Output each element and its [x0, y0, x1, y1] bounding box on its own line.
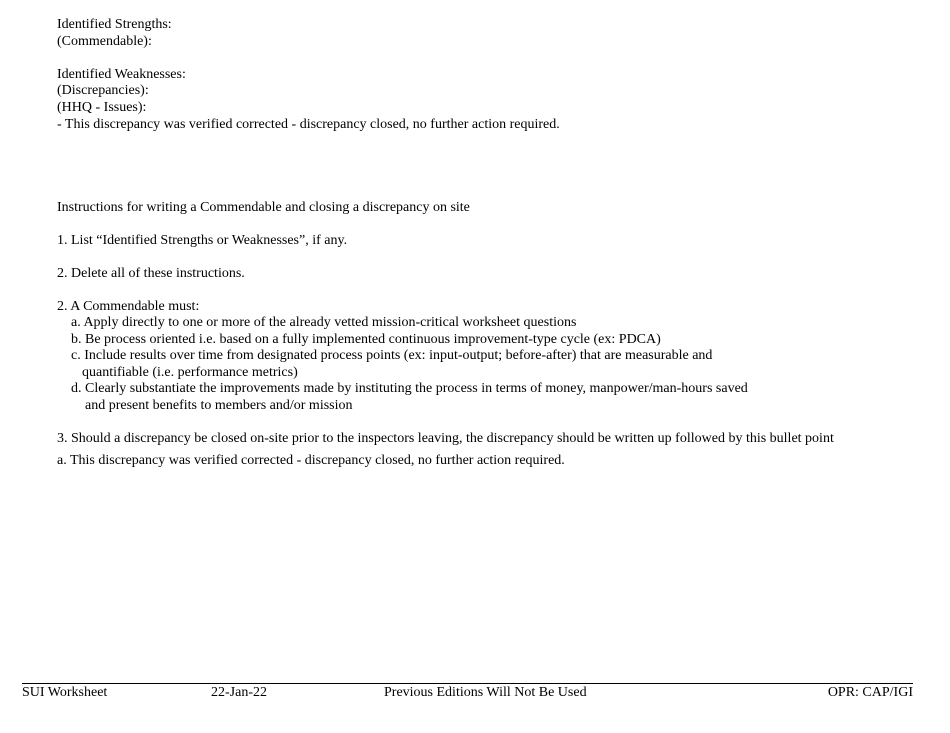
closed-discrepancy-bullet: - This discrepancy was verified corrected - discrepancy closed, no further action required. — [57, 117, 560, 132]
strengths-heading: Identified Strengths: — [57, 17, 172, 32]
instruction-step-2-delete: 2. Delete all of these instructions. — [57, 266, 245, 281]
instruction-sub-d-line1: d. Clearly substantiate the improvements made by instituting the process in terms of money, manpower/man-hours saved — [71, 381, 748, 396]
instruction-sub-c-line1: c. Include results over time from designated process points (ex: input-output; before-after) that are measurable and — [71, 348, 713, 363]
instruction-sub-c-line2: quantifiable (i.e. performance metrics) — [82, 365, 298, 380]
commendable-label: (Commendable): — [57, 34, 152, 49]
instruction-sub-b: b. Be process oriented i.e. based on a fully implemented continuous improvement-type cycle (ex: PDCA) — [71, 332, 661, 347]
instructions-title: Instructions for writing a Commendable and closing a discrepancy on site — [57, 200, 470, 215]
instruction-sub-a: a. Apply directly to one or more of the already vetted mission-critical worksheet questions — [71, 315, 577, 330]
instruction-step-2-commendable: 2. A Commendable must: — [57, 299, 200, 314]
discrepancies-label: (Discrepancies): — [57, 83, 149, 98]
instruction-step-3-a: a. This discrepancy was verified corrected - discrepancy closed, no further action required. — [57, 453, 565, 468]
footer-notice: Previous Editions Will Not Be Used — [384, 685, 587, 700]
instruction-step-1: 1. List “Identified Strengths or Weaknesses”, if any. — [57, 233, 348, 248]
hhq-issues-label: (HHQ - Issues): — [57, 100, 147, 115]
weaknesses-heading: Identified Weaknesses: — [57, 67, 186, 82]
footer-opr: OPR: CAP/IGI — [827, 685, 913, 700]
footer-date: 22-Jan-22 — [211, 685, 267, 700]
footer-form-name: SUI Worksheet — [22, 685, 108, 700]
instruction-step-3: 3. Should a discrepancy be closed on-site prior to the inspectors leaving, the discrepancy should be written up followed by this bullet point — [57, 431, 834, 446]
instruction-sub-d-line2: and present benefits to members and/or mission — [85, 398, 353, 413]
